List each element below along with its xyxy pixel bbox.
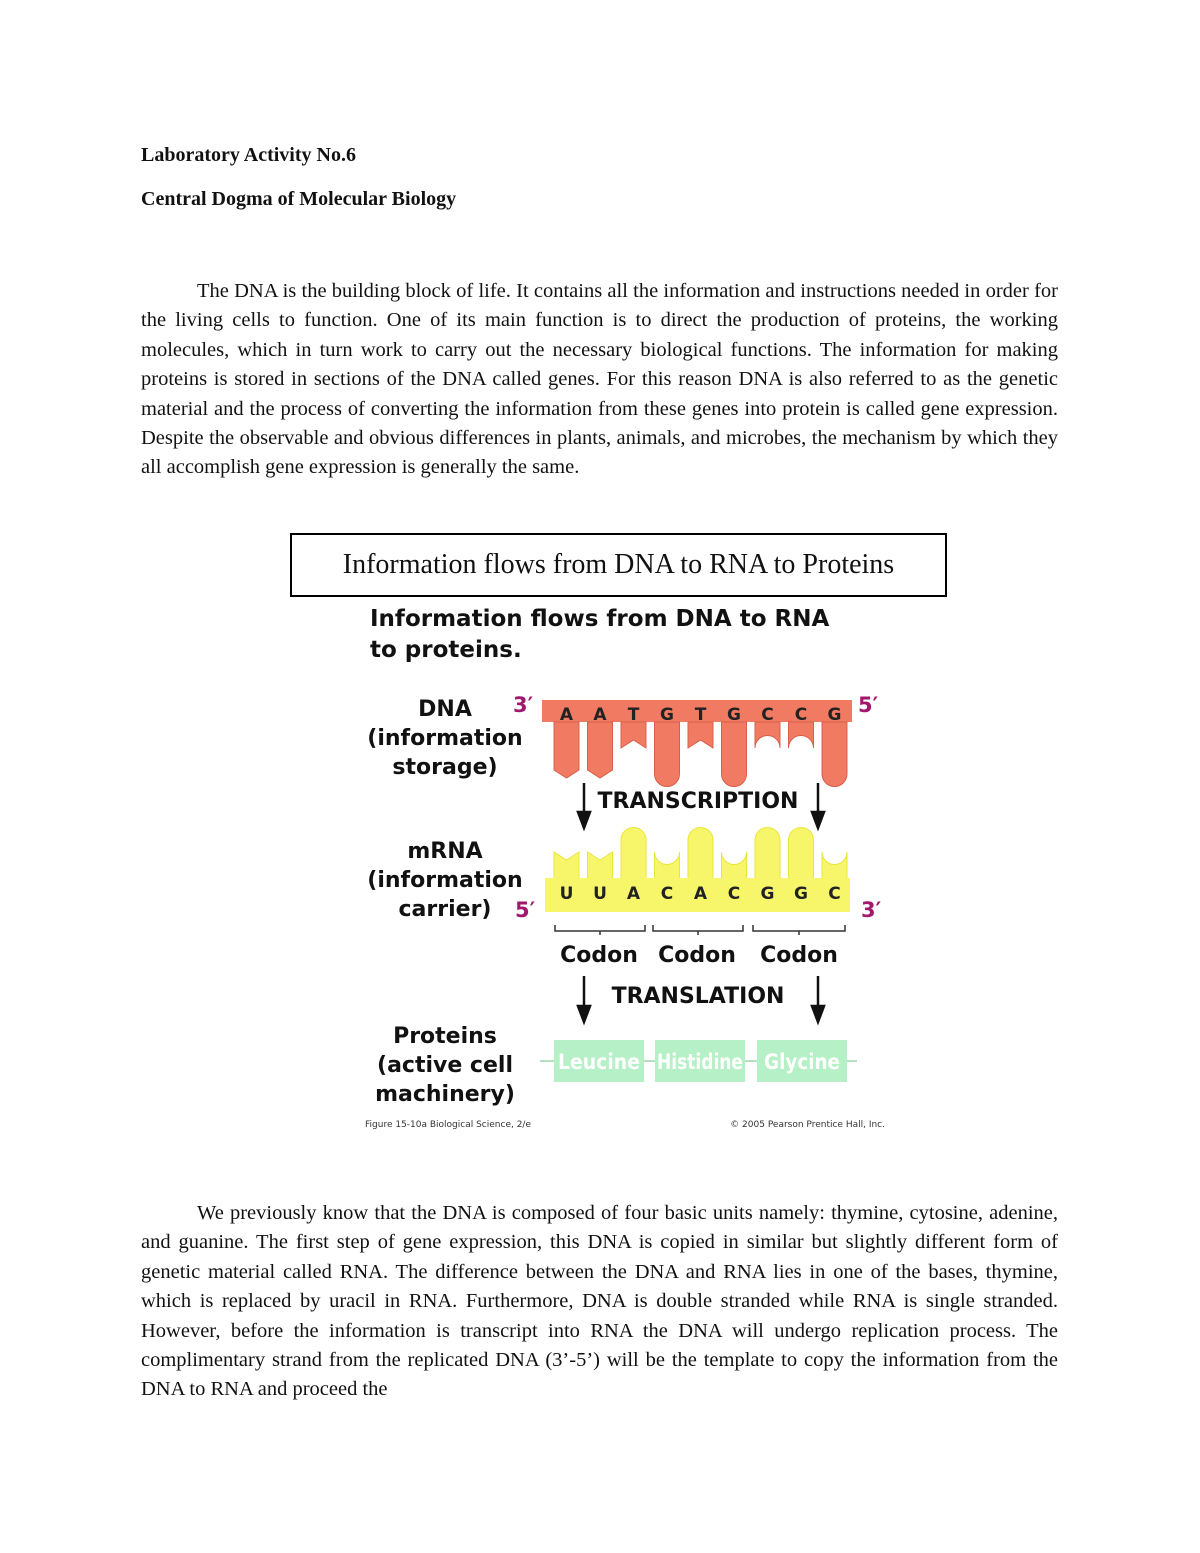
mrna-base-letter-1: U (559, 884, 574, 904)
dna-base-letter-4: G (660, 705, 674, 725)
codon-label-2: Codon (658, 943, 736, 968)
dna-base-2 (588, 722, 613, 778)
mrna-end-left: 5′ (515, 898, 536, 922)
mrna-end-right: 3′ (861, 898, 882, 922)
mrna-base-1 (554, 852, 579, 880)
dna-label-3: storage) (392, 755, 498, 780)
dna-base-letter-6: G (727, 705, 741, 725)
protein-chain (540, 1040, 857, 1082)
protein-label-1: Proteins (393, 1024, 497, 1049)
mrna-base-9 (822, 852, 847, 880)
mrna-strand (545, 828, 850, 913)
amino-acid-1: Leucine (558, 1050, 640, 1074)
figure-credit-right: © 2005 Pearson Prentice Hall, Inc. (730, 1120, 885, 1130)
mrna-label-3: carrier) (398, 897, 492, 922)
mrna-base-letter-7: G (760, 884, 775, 904)
codon-label-1: Codon (560, 943, 638, 968)
dna-base-1 (554, 722, 579, 778)
dna-end-right: 5′ (858, 693, 879, 717)
dna-strand (542, 700, 852, 787)
mrna-base-8 (789, 828, 814, 881)
dna-base-7 (755, 722, 780, 748)
mrna-base-3 (621, 828, 646, 881)
document-subtitle: Central Dogma of Molecular Biology (141, 188, 457, 210)
protein-label-3: machinery) (375, 1082, 515, 1107)
dna-base-letter-1: A (559, 705, 574, 725)
translation-label: TRANSLATION (611, 984, 785, 1009)
figure-title-line2: to proteins. (370, 637, 522, 663)
flow-caption-box (290, 533, 947, 597)
mrna-base-6 (722, 852, 747, 880)
mrna-base-letter-3: A (626, 884, 641, 904)
dna-label-2: (information (367, 726, 523, 751)
mrna-base-5 (688, 828, 713, 881)
dna-base-letter-2: A (593, 705, 607, 725)
figure-credit-left: Figure 15-10a Biological Science, 2/e (365, 1120, 531, 1130)
dna-base-9 (822, 722, 847, 787)
amino-acid-3: Glycine (764, 1050, 840, 1074)
mrna-base-7 (755, 828, 780, 881)
paragraph-intro: The DNA is the building block of life. It contains all the information and instructions needed in order for the living cells to function. One of its main function is to direct the production of proteins, the working molecules, which in turn work to carry out the necessary biological functions. The information for making proteins is stored in sections of the DNA called genes. For this reason DNA is also referred to as the genetic material and the process of converting the information from these genes into protein is called gene expression. Despite the observable and obvious differences in plants, animals, and microbes, the mechanism by which they all accomplish gene expression is generally the same. (141, 280, 1058, 479)
dna-base-6 (722, 722, 747, 787)
amino-acid-2: Histidine (657, 1050, 743, 1074)
dna-label-1: DNA (418, 697, 472, 722)
dna-base-letter-8: C (794, 705, 808, 725)
codon-brackets (555, 925, 845, 935)
dna-base-letter-7: C (761, 705, 774, 725)
mrna-base-2 (588, 852, 613, 880)
figure-title-line1: Information flows from DNA to RNA (370, 606, 830, 632)
mrna-base-letter-6: C (727, 884, 741, 904)
transcription-label: TRANSCRIPTION (597, 789, 799, 814)
mrna-base-letter-8: G (794, 884, 808, 904)
codon-label-3: Codon (760, 943, 838, 968)
dna-base-5 (688, 722, 713, 748)
mrna-base-letter-5: A (693, 884, 708, 904)
mrna-base-4 (655, 852, 680, 880)
dna-base-8 (789, 722, 814, 748)
mrna-base-letter-2: U (593, 884, 607, 904)
paragraph-dna-rna: We previously know that the DNA is composed of four basic units namely: thymine, cytosine, adenine, and guanine. The first step of gene expression, this DNA is copied in similar but slightly different form of genetic material called RNA. The difference between the DNA and RNA lies in one of the bases, thymine, which is replaced by uracil in RNA. Furthermore, DNA is double stranded while RNA is single stranded. However, before the information is transcript into RNA the DNA will undergo replication process. The complimentary strand from the replicated DNA (3’-5’) will be the template to copy the information from the DNA to RNA and proceed the (141, 1202, 1058, 1401)
protein-label-2: (active cell (377, 1053, 513, 1078)
dna-base-letter-5: T (694, 705, 707, 725)
mrna-label-2: (information (367, 868, 523, 893)
dna-base-4 (655, 722, 680, 787)
dna-base-letter-9: G (827, 705, 842, 725)
document-title: Laboratory Activity No.6 (141, 144, 356, 166)
dna-base-3 (621, 722, 646, 748)
dna-end-left: 3′ (513, 693, 534, 717)
mrna-label-1: mRNA (407, 839, 483, 864)
mrna-base-letter-4: C (660, 884, 674, 904)
mrna-base-letter-9: C (828, 884, 841, 904)
dna-base-letter-3: T (627, 705, 640, 725)
central-dogma-figure (355, 600, 895, 1140)
flow-caption-text: Information flows from DNA to RNA to Proteins (342, 549, 895, 580)
